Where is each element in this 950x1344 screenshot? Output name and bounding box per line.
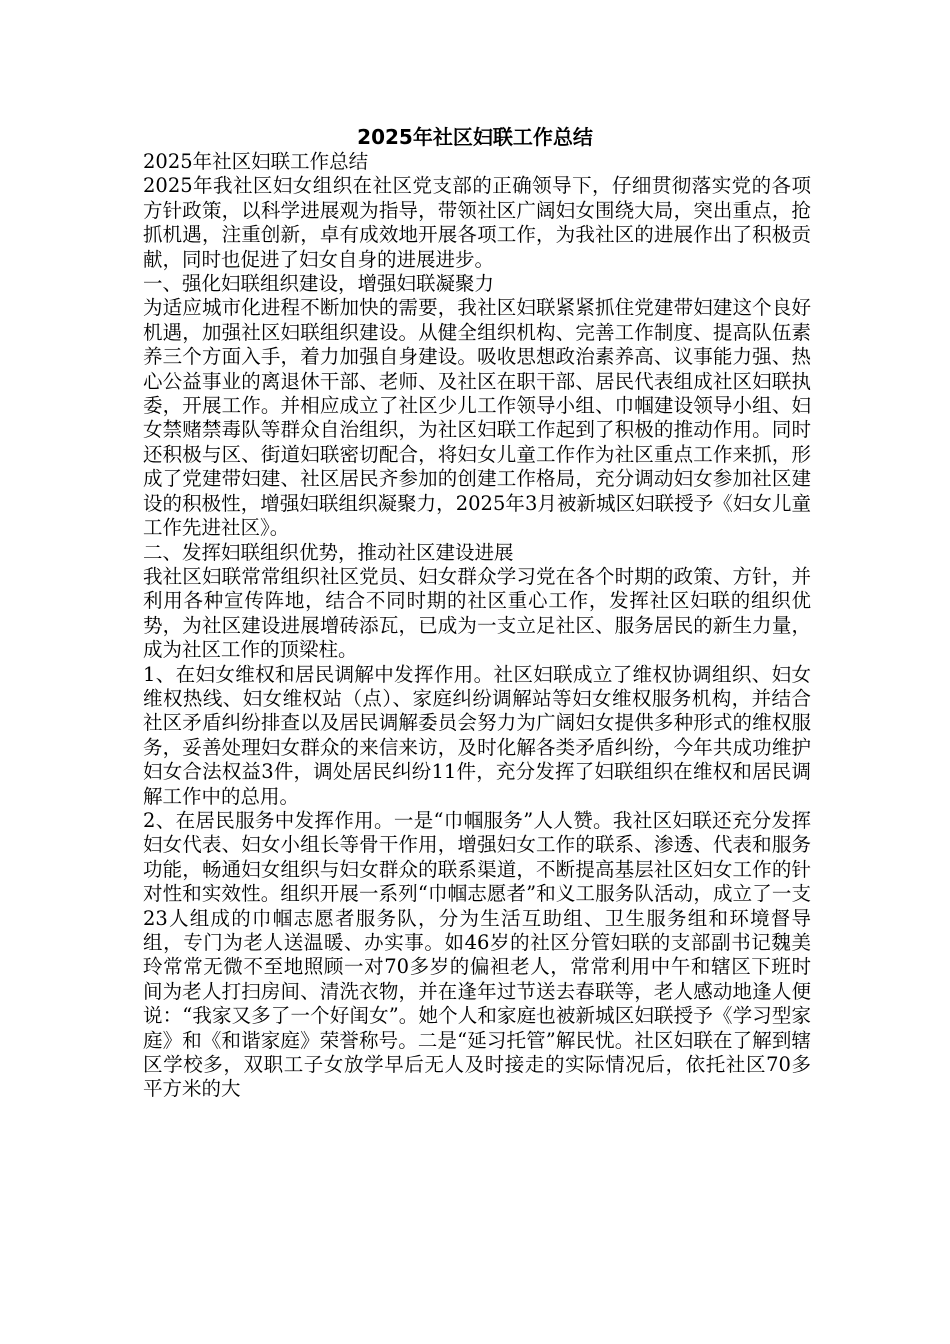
document-title: 2025年社区妇联工作总结 bbox=[357, 125, 593, 149]
item-1-paragraph: 1、在妇女维权和居民调解中发挥作用。社区妇联成立了维权协调组织、妇女维权热线、妇女维权站（点）、家庭纠纷调解站等妇女维权服务机构，并结合社区矛盾纠纷排查以及居民调解委员会努力为广阔妇女提供多种形式的维权服务，妥善处理妇女群众的来信来访，及时化解各类矛盾纠纷，今年共成功维护妇女合法权益3件，调处居民纠纷11件，充分发挥了妇联组织在维权和居民调解工作中的总用。 bbox=[143, 662, 811, 808]
section-heading-2: 二、发挥妇联组织优势，推动社区建设进展 bbox=[143, 540, 514, 564]
section-heading-1: 一、强化妇联组织建设，增强妇联凝聚力 bbox=[143, 272, 495, 296]
section-1-paragraph: 为适应城市化进程不断加快的需要，我社区妇联紧紧抓住党建带妇建这个良好机遇，加强社区妇联组织建设。从健全组织机构、完善工作制度、提高队伍素养三个方面入手，着力加强自身建设。吸收思想政治素养高、议事能力强、热心公益事业的离退休干部、老师、及社区在职干部、居民代表组成社区妇联执委，开展工作。并相应成立了社区少儿工作领导小组、巾帼建设领导小组、妇女禁赌禁毒队等群众自治组织，为社区妇联工作起到了积极的推动作用。同时还积极与区、街道妇联密切配合，将妇女儿童工作作为社区重点工作来抓，形成了党建带妇建、社区居民齐参加的创建工作格局，充分调动妇女参加社区建设的积极性，增强妇联组织凝聚力，2025年3月被新城区妇联授予《妇女儿童工作先进社区》。 bbox=[143, 296, 811, 540]
document-subtitle: 2025年社区妇联工作总结 bbox=[143, 150, 369, 173]
document-body bbox=[143, 150, 811, 1102]
item-2-paragraph: 2、在居民服务中发挥作用。一是“巾帼服务”人人赞。我社区妇联还充分发挥妇女代表、妇女小组长等骨干作用，增强妇女工作的联系、渗透、代表和服务功能，畅通妇女组织与妇女群众的联系渠道，不断提高基层社区妇女工作的针对性和实效性。组织开展一系列“巾帼志愿者”和义工服务队活动，成立了一支23人组成的巾帼志愿者服务队，分为生活互助组、卫生服务组和环境督导组，专门为老人送温暖、办实事。如46岁的社区分管妇联的支部副书记魏美玲常常无微不至地照顾一对70多岁的偏袒老人，常常利用中午和辖区下班时间为老人打扫房间、清洗衣物，并在逢年过节送去春联等，老人感动地逢人便说：“我家又多了一个好闺女”。她个人和家庭也被新城区妇联授予《学习型家庭》和《和谐家庭》荣誉称号。二是“延习托管”解民忧。社区妇联在了解到辖区学校多，双职工子女放学早后无人及时接走的实际情况后，依托社区70多平方米的大 bbox=[143, 808, 811, 1101]
section-2-paragraph: 我社区妇联常常组织社区党员、妇女群众学习党在各个时期的政策、方针，并利用各种宣传阵地，结合不同时期的社区重心工作，发挥社区妇联的组织优势，为社区建设进展增砖添瓦，已成为一支立足社区、服务居民的新生力量，成为社区工作的顶梁柱。 bbox=[143, 564, 811, 662]
intro-paragraph: 2025年我社区妇女组织在社区党支部的正确领导下，仔细贯彻落实党的各项方针政策，以科学进展观为指导，带领社区广阔妇女围绕大局，突出重点，抢抓机遇，注重创新，卓有成效地开展各项工作，为我社区的进展作出了积极贡献，同时也促进了妇女自身的进展进步。 bbox=[143, 174, 811, 271]
